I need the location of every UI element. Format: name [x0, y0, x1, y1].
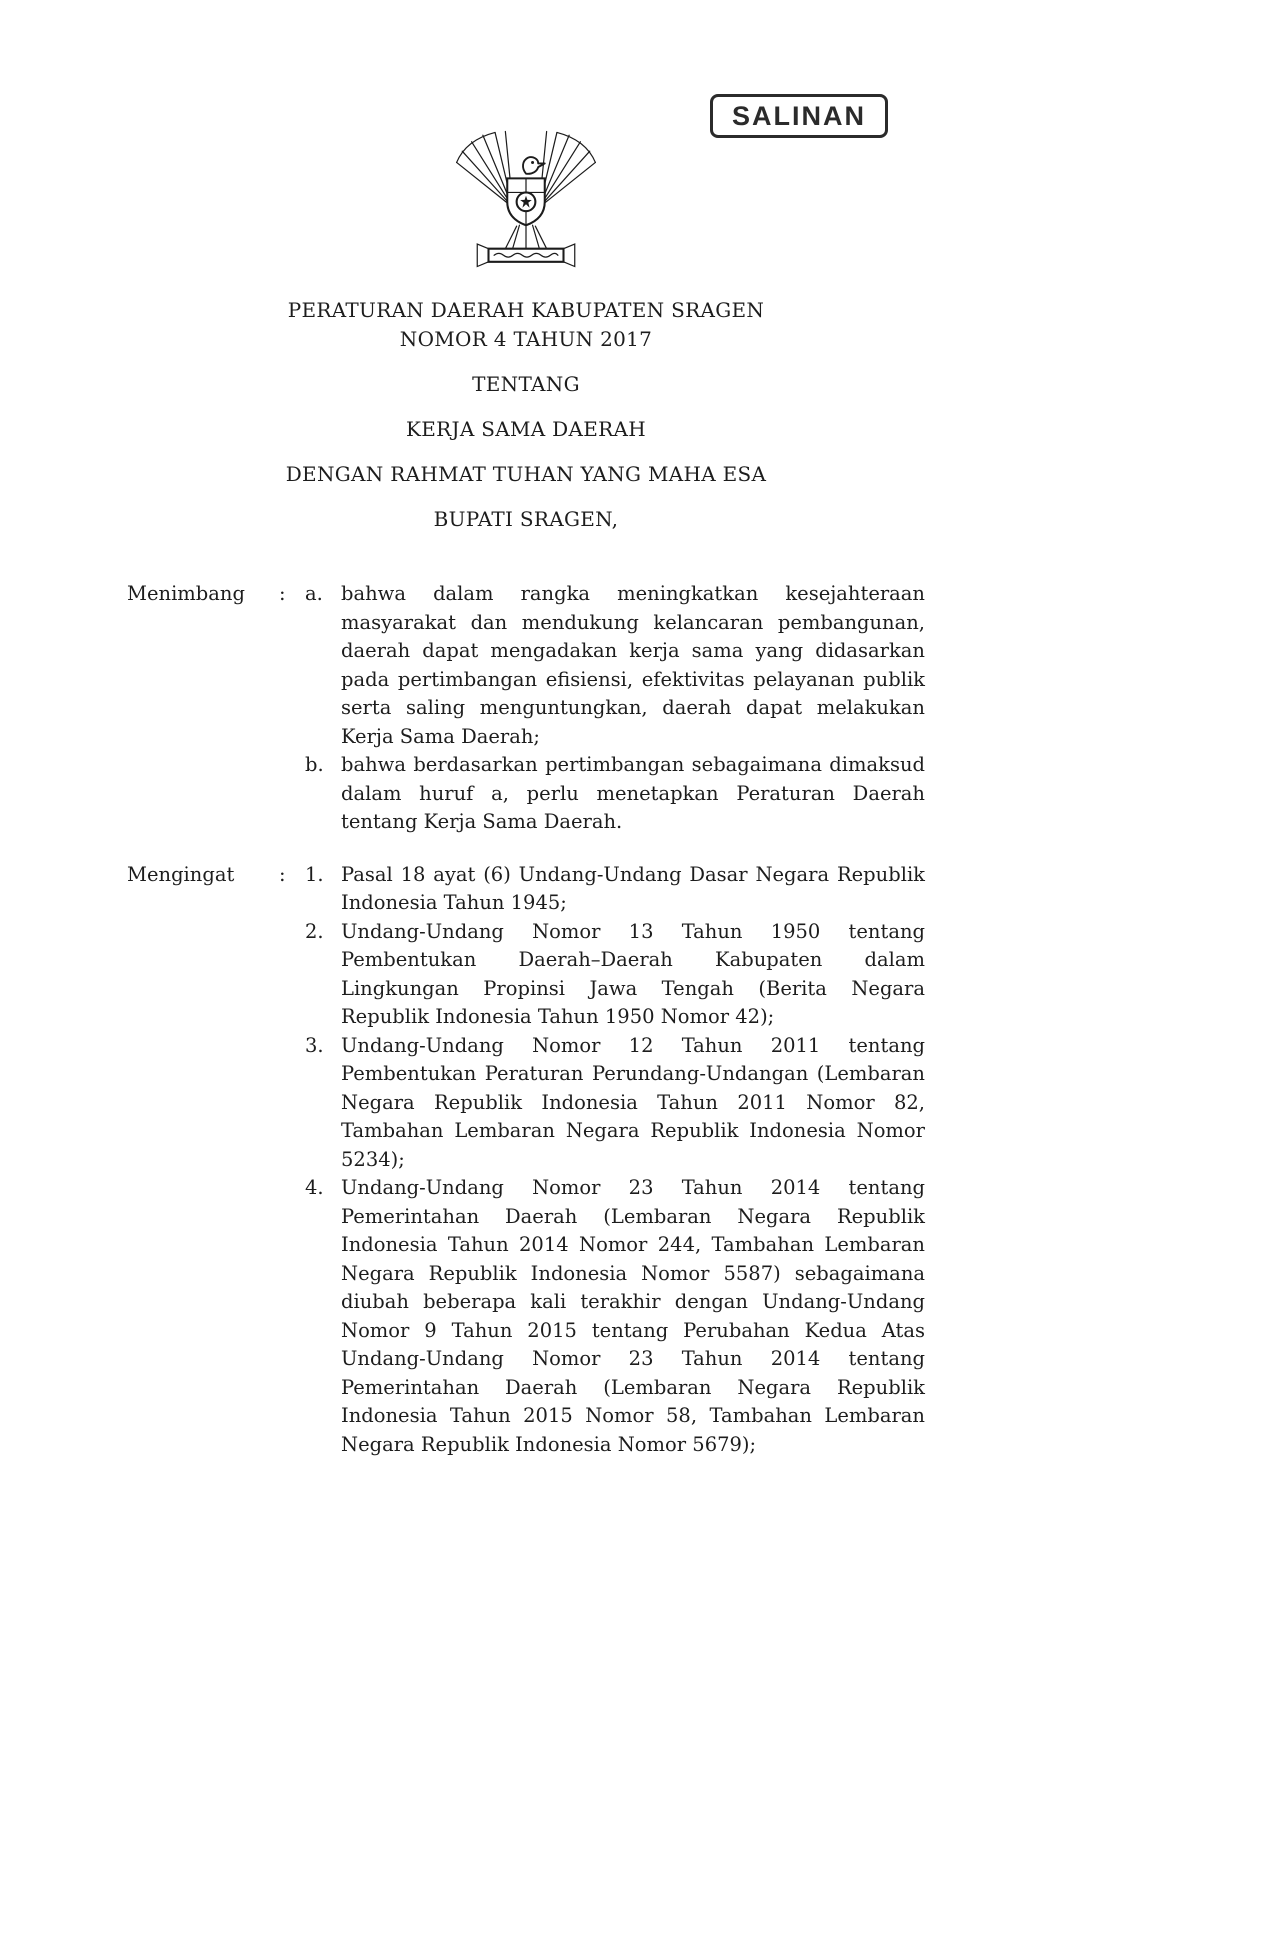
mengingat-item-4 [127, 1174, 925, 1459]
section-menimbang [127, 580, 925, 837]
document-title-line-3: TENTANG [472, 372, 580, 396]
mengingat-item-3 [127, 1032, 925, 1175]
list-item-text: bahwa dalam rangka meningkatkan kesejahteraan masyarakat dan mendukung kelancaran pembangunan, daerah dapat mengadakan kerja sama yang didasarkan pada pertimbangan efisiensi, efektivitas pelayanan publik serta saling menguntungkan, daerah dapat melakukan Kerja Sama Daerah; [341, 582, 925, 748]
section-label: Mengingat [127, 862, 235, 886]
mengingat-item-1 [127, 861, 925, 918]
list-marker: 2. [305, 919, 324, 943]
document-title-line-2: NOMOR 4 TAHUN 2017 [399, 327, 653, 351]
list-marker: b. [305, 753, 324, 776]
document-title-line-6: BUPATI SRAGEN, [433, 507, 619, 531]
list-item-text: Pasal 18 ayat (6) Undang-Undang Dasar Negara Republik Indonesia Tahun 1945; [341, 862, 925, 914]
document-title-block [127, 296, 925, 534]
salinan-stamp [710, 94, 888, 138]
list-marker: 1. [305, 862, 324, 886]
list-marker: 3. [305, 1033, 324, 1057]
list-item-text: Undang-Undang Nomor 12 Tahun 2011 tentang Pembentukan Peraturan Perundang-Undangan (Lembaran Negara Republik Indonesia Tahun 2011 Nomor 82, Tambahan Lembaran Negara Republik Indonesia Nomor 5234); [341, 1033, 925, 1171]
list-marker: a. [305, 582, 323, 605]
document-page [127, 0, 925, 1459]
list-item-text: Undang-Undang Nomor 13 Tahun 1950 tentang Pembentukan Daerah–Daerah Kabupaten dalam Lingkungan Propinsi Jawa Tengah (Berita Negara Republik Indonesia Tahun 1950 Nomor 42); [341, 919, 925, 1028]
section-colon: : [279, 862, 286, 886]
menimbang-item-a [127, 580, 925, 751]
section-colon: : [279, 582, 286, 605]
list-item-text: bahwa berdasarkan pertimbangan sebagaimana dimaksud dalam huruf a, perlu menetapkan Peraturan Daerah tentang Kerja Sama Daerah. [341, 753, 925, 833]
salinan-stamp-label: SALINAN [732, 100, 866, 131]
document-title-line-1: PERATURAN DAERAH KABUPATEN SRAGEN [287, 298, 765, 322]
document-title-line-5: DENGAN RAHMAT TUHAN YANG MAHA ESA [285, 462, 767, 486]
list-item-text: Undang-Undang Nomor 23 Tahun 2014 tentang Pemerintahan Daerah (Lembaran Negara Republik Indonesia Tahun 2014 Nomor 244, Tambahan Lembaran Negara Republik Indonesia Nomor 5587) sebagaimana diubah beberapa kali terakhir dengan Undang-Undang Nomor 9 Tahun 2015 tentang Perubahan Kedua Atas Undang-Undang Nomor 23 Tahun 2014 tentang Pemerintahan Daerah (Lembaran Negara Republik Indonesia Tahun 2015 Nomor 58, Tambahan Lembaran Negara Republik Indonesia Nomor 5679); [341, 1176, 925, 1456]
section-mengingat [127, 861, 925, 1460]
section-label: Menimbang [127, 582, 245, 605]
menimbang-item-b [127, 751, 925, 837]
garuda-pancasila-emblem-icon [451, 128, 601, 270]
list-marker: 4. [305, 1176, 324, 1199]
mengingat-item-2 [127, 918, 925, 1032]
document-title-line-4: KERJA SAMA DAERAH [406, 417, 646, 441]
